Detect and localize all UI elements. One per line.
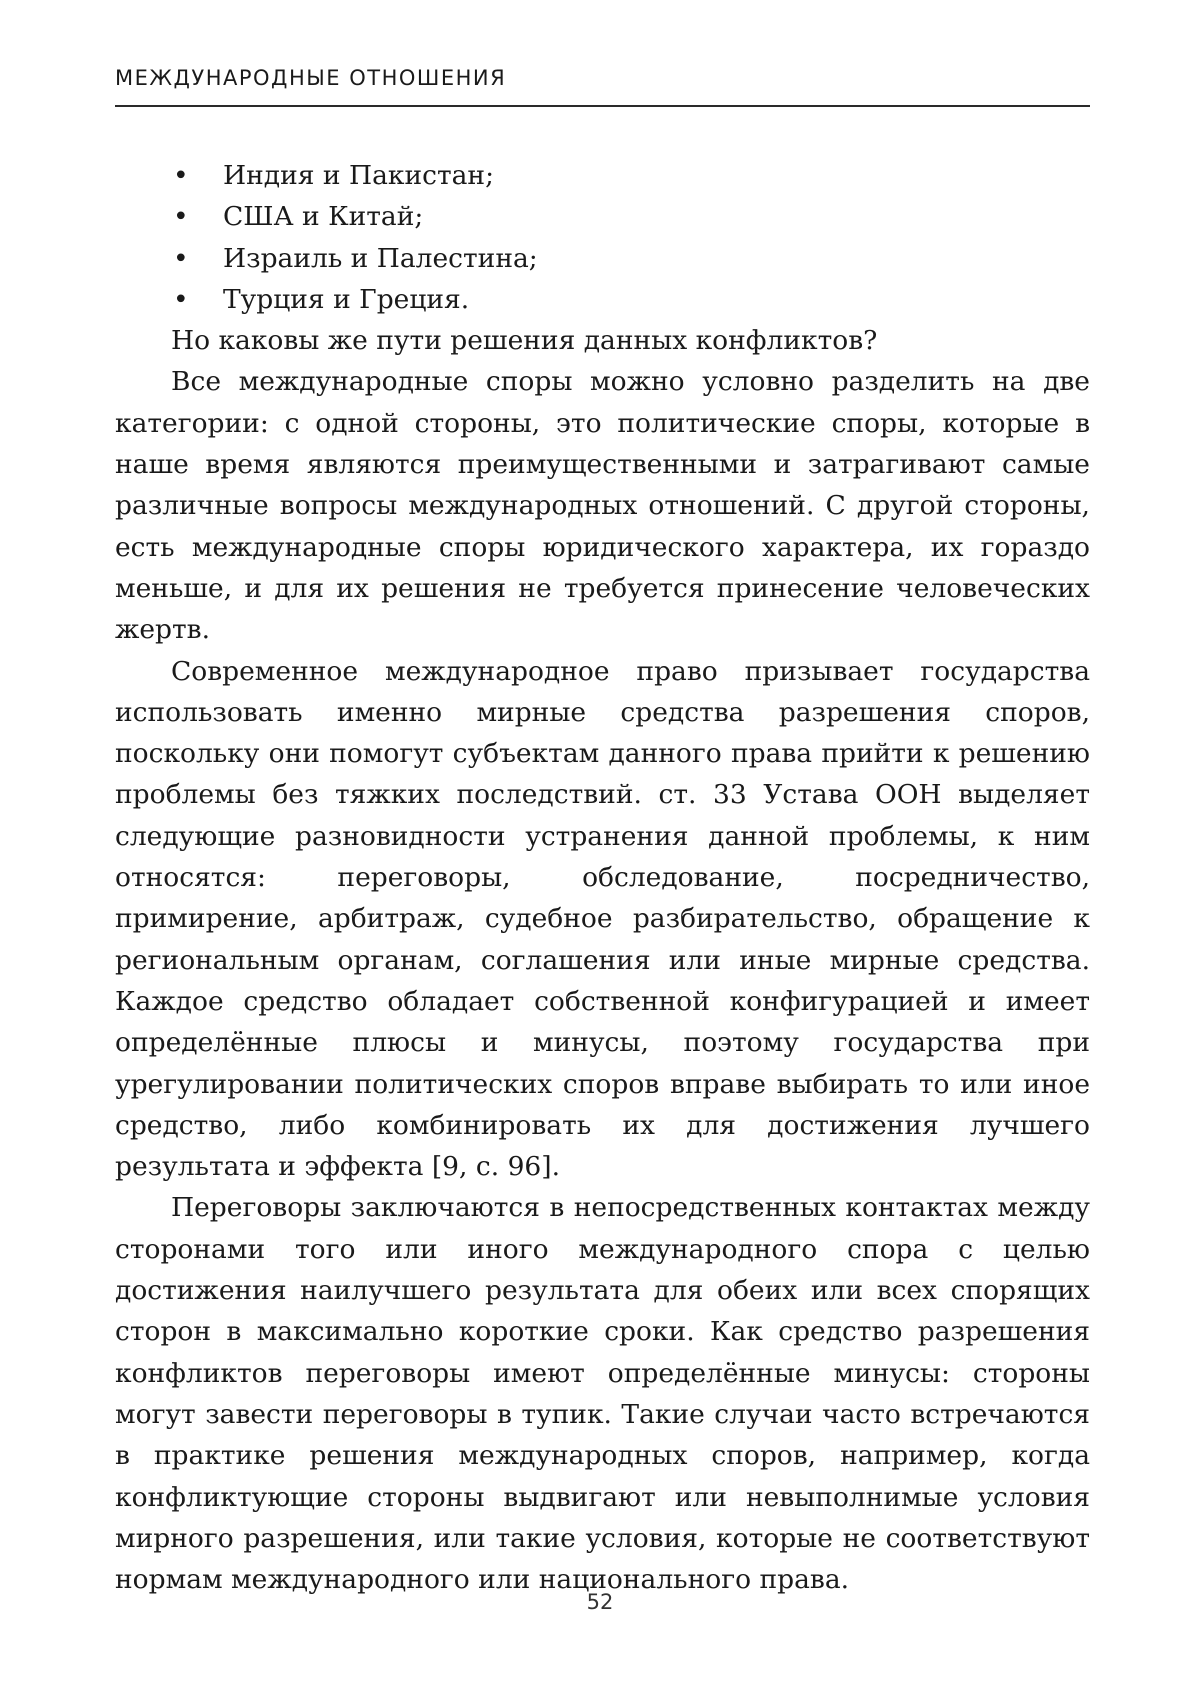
bullet-icon: • [173,201,189,233]
bullet-item [115,238,1090,279]
bullet-text: Турция и Греция. [223,283,470,315]
bullet-item [115,279,1090,320]
page-body [115,155,1090,1600]
bullet-icon: • [173,283,189,315]
bullet-text: Индия и Пакистан; [223,160,495,191]
paragraph: Современное международное право призывает государства использовать именно мирные средства разрешения споров, поскольку они помогут субъектам данного права прийти к решению проблемы без тяжких последствий. ст. 33 Устава ООН выделяет следующие разновидности устранения данной проблемы, к ним относятся: переговоры, обследование, посредничество, примирение, арбитраж, судебное разбирательство, обращение к региональным органам, соглашения или иные мирные средства. Каждое средство обладает собственной конфигурацией и имеет определённые плюсы и минусы, поэтому государства при урегулировании политических споров вправе выбирать то или иное средство, либо комбинировать их для достижения лучшего результата и эффекта [9, с. 96]. [115,655,1090,1183]
bullet-list [115,155,1090,320]
header-rule [115,105,1090,107]
paragraph: Все международные споры можно условно разделить на две категории: с одной стороны, это политические споры, которые в наше время являются преимущественными и затрагивают самые различные вопросы международных отношений. С другой стороны, есть международные споры юридического характера, их гораздо меньше, и для их решения не требуется принесение человеческих жертв. [115,366,1090,646]
bullet-icon: • [173,242,189,274]
running-header: МЕЖДУНАРОДНЫЕ ОТНОШЕНИЯ [115,66,507,90]
bullet-icon: • [173,160,189,191]
bullet-text: Израиль и Палестина; [223,242,538,274]
bullet-item [115,155,1090,196]
paragraph: Но каковы же пути решения данных конфликтов? [171,325,878,357]
bullet-item [115,196,1090,237]
bullet-text: США и Китай; [223,201,424,233]
page-number: 52 [586,1590,614,1614]
paragraph: Переговоры заключаются в непосредственных контактах между сторонами того или иного международного спора с целью достижения наилучшего результата для обеих или всех спорящих сторон в максимально короткие сроки. Как средство разрешения конфликтов переговоры имеют определённые минусы: стороны могут завести переговоры в тупик. Такие случаи часто встречаются в практике решения международных споров, например, когда конфликтующие стороны выдвигают или невыполнимые условия мирного разрешения, или такие условия, которые не соответствуют нормам международного или национального права. [115,1192,1090,1596]
